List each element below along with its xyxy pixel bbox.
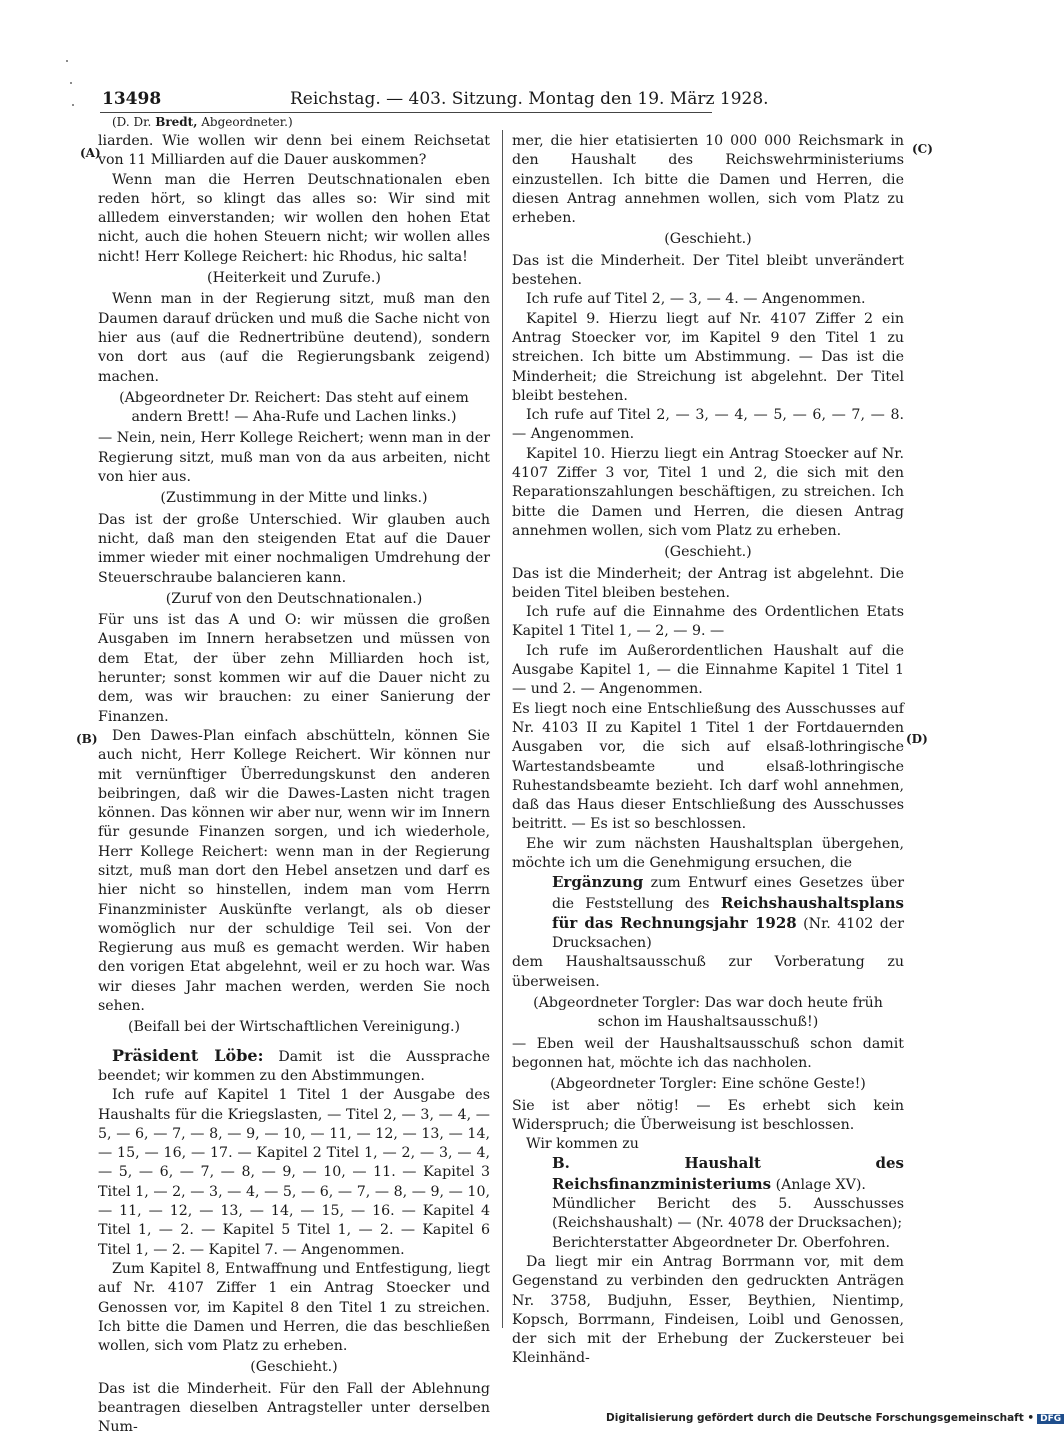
interjection: (Abgeordneter Torgler: Das war doch heute früh schon im Haushaltsausschuß!): [533, 995, 883, 1031]
speaker-name: Bredt,: [155, 115, 198, 129]
paragraph: Ich rufe auf Titel 2, — 3, — 4. — Angenommen.: [526, 291, 866, 308]
section-annex: (Anlage XV).: [775, 1176, 866, 1193]
scan-speck: [72, 104, 74, 106]
margin-mark-a: (A): [80, 146, 101, 160]
section-heading: [512, 1154, 904, 1195]
paragraph: Kapitel 9. Hierzu liegt auf Nr. 4107 Ziffer 2 ein Antrag Stoecker vor, im Kapitel 9 den Titel 1 zu streichen. Ich bitte um Abstimmung. — Das ist die Minderheit; die Streichung ist abgelehnt. Der Titel bleibt bestehen.: [512, 310, 904, 404]
margin-mark-c: (C): [912, 142, 933, 156]
scan-speck: [70, 82, 72, 84]
speaker-prefix: (D. Dr.: [112, 115, 152, 129]
report-line: Mündlicher Bericht des 5. Ausschusses (Reichshaushalt) — (Nr. 4078 der Drucksachen);: [552, 1196, 904, 1232]
paragraph: Ich rufe auf die Einnahme des Ordentlichen Etats Kapitel 1 Titel 1, — 2, — 9. —: [512, 604, 904, 640]
paragraph: Es liegt noch eine Entschließung des Ausschusses auf Nr. 4103 II zu Kapitel 1 Titel 1 der Fortdauernden Ausgaben vor, die sich auf elsaß-lothringische Wartestandsbeamte und elsaß-lothringische Ruhestandsbeamte bezieht. Ich darf wohl annehmen, daß das Haus dieser Entschließung des Ausschusses beitritt. — Es ist so beschlossen.: [512, 700, 904, 833]
paragraph: Das ist der große Unterschied. Wir glauben auch nicht, daß man den steigenden Etat auf die Dauer immer wieder mit einer nochmaligen Umdrehung der Steuerschraube balancieren kann.: [98, 511, 490, 586]
interjection: (Abgeordneter Torgler: Eine schöne Geste!): [550, 1076, 866, 1093]
paragraph: Wenn man in der Regierung sitzt, muß man den Daumen darauf drücken und muß die Sache nicht von hier aus (auf die Rednertribüne deutend), sondern von dort aus (auf die Regierungsbank zeigend) machen.: [98, 291, 490, 385]
paragraph: Wenn man die Herren Deutschnationalen eben reden hört, so klingt das alles so: Wir sind mit allledem einverstanden; wir wollen den hohen Etat nicht, auch die hohen Steuern nicht; wir wollen alles nicht! Herr Kollege Reichert: hic Rhodus, hic salta!: [98, 171, 490, 265]
paragraph: Zum Kapitel 8, Entwaffnung und Entfestigung, liegt auf Nr. 4107 Ziffer 1 ein Antrag Stoecker und Genossen vor, im Kapitel 8 den Titel 1 zu streichen. Ich bitte die Damen und Herren, die das beschließen wollen, sich vom Platz zu erheben.: [98, 1260, 490, 1355]
paragraph: Das ist die Minderheit. Für den Fall der Ablehnung beantragen dieselben Antragsteller unter derselben Num-: [98, 1380, 490, 1436]
paragraph: Für uns ist das A und O: wir müssen die großen Ausgaben im Innern herabsetzen und müssen von dem Etat, der über zehn Milliarden hoch ist, herunter; sonst kommen wir auf die Dauer nicht zu dem, was wir brauchen: zu einer Sanierung der Finanzen.: [98, 612, 490, 725]
speaker-role: Abgeordneter.): [201, 115, 293, 129]
paragraph: Ehe wir zum nächsten Haushaltsplan übergehen, möchte ich um die Genehmigung ersuchen, die: [512, 835, 904, 871]
rapporteur-line: Berichterstatter Abgeordneter Dr. Oberfohren.: [552, 1234, 891, 1251]
president-text: Damit ist die Aussprache beendet; wir kommen zu den Abstimmungen.: [98, 1048, 490, 1084]
paragraph: Kapitel 10. Hierzu liegt ein Antrag Stoecker auf Nr. 4107 Ziffer 3 vor, Titel 1 und 2, die sich mit den Reparationszahlungen beschäftigen, zu streichen. Ich bitte die Damen und Herren, die diesen Antrag annehmen wollen, sich vom Platz zu erheben.: [512, 445, 904, 539]
right-column: [512, 132, 904, 1369]
paragraph: Sie ist aber nötig! — Es erhebt sich kein Widerspruch; die Überweisung ist beschlossen.: [512, 1097, 904, 1133]
interjection: (Geschieht.): [664, 544, 752, 561]
paragraph: Ich rufe im Außerordentlichen Haushalt auf die Ausgabe Kapitel 1, — die Einnahme Kapitel 1 Titel 1 — und 2. — Angenommen.: [512, 642, 904, 698]
paragraph: Wir kommen zu: [526, 1136, 639, 1153]
supplement-text-2: (Nr. 4102 der Drucksachen): [552, 915, 904, 952]
column-divider: [502, 130, 503, 1328]
paragraph: liarden. Wie wollen wir denn bei einem Reichsetat von 11 Milliarden auf die Dauer auskommen?: [98, 133, 490, 169]
margin-mark-d: (D): [906, 732, 928, 746]
interjection: (Zustimmung in der Mitte und links.): [160, 490, 428, 507]
interjection: (Geschieht.): [664, 231, 752, 248]
dfg-logo: DFG: [1037, 1414, 1064, 1424]
running-title: Reichstag. — 403. Sitzung. Montag den 19. März 1928.: [290, 89, 769, 109]
margin-mark-b: (B): [76, 732, 98, 746]
paragraph: Da liegt mir ein Antrag Borrmann vor, mit dem Gegenstand zu verbinden den gedruckten Anträgen Nr. 3758, Budjuhn, Esser, Beythien, Nientimp, Kopsch, Borrmann, Findeisen, Loibl und Genossen, der sich mit der Erhebung der Zuckersteuer bei Kleinhänd-: [512, 1253, 904, 1367]
speaker-tag: [112, 114, 293, 130]
digitization-footer: [606, 1412, 1064, 1424]
paragraph: — Nein, nein, Herr Kollege Reichert; wenn man in der Regierung sitzt, muß man von da aus arbeiten, nicht von hier aus.: [98, 430, 490, 486]
header-rule: [100, 112, 712, 113]
page-header: [102, 88, 769, 110]
president-statement: [98, 1046, 490, 1087]
paragraph: Ich rufe auf Titel 2, — 3, — 4, — 5, — 6, — 7, — 8. — Angenommen.: [512, 407, 904, 443]
paragraph: Das ist die Minderheit; der Antrag ist abgelehnt. Die beiden Titel bleiben bestehen.: [512, 565, 904, 601]
interjection: (Beifall bei der Wirtschaftlichen Vereinigung.): [127, 1019, 461, 1036]
president-label: Präsident Löbe:: [112, 1045, 264, 1065]
paragraph: — Eben weil der Haushaltsausschuß schon damit begonnen hat, möchte ich das nachholen.: [512, 1035, 904, 1071]
supplement-bold-2: Reichshaushaltsplans für das Rechnungsjahr 1928: [552, 893, 904, 932]
paragraph: Den Dawes-Plan einfach abschütteln, können Sie auch nicht, Herr Kollege Reichert. Wir können nur mit vernünftiger Überredungskunst den anderen beibringen, daß wir die Dawes-Lasten nicht tragen können. Das können wir aber nur, wenn wir im Innern für gesunde Finanzen sorgen, und ich wiederhole, Herr Kollege Reichert: wenn man in der Regierung sitzt, muß man dort den Hebel ansetzen und darf es hier nicht so hinstellen, indem man vom Herrn Finanzminister Auskünfte verlangt, als ob dieser womöglich nur der schuldige Teil sei. Von der Regierung aus muß es gemacht werden. Wir haben den vorigen Etat abgelehnt, weil er zu hoch war. Was wir dieses Jahr machen werden, werden Sie noch sehen.: [98, 727, 490, 1015]
paragraph: dem Haushaltsausschuß zur Vorberatung zu überweisen.: [512, 954, 904, 990]
supplement-text-1: zum Entwurf eines Gesetzes über die Feststellung des: [552, 875, 904, 912]
supplement-block: [512, 873, 904, 953]
supplement-bold-1: Ergänzung: [552, 873, 644, 892]
paragraph: Das ist die Minderheit. Der Titel bleibt unverändert bestehen.: [512, 252, 904, 289]
interjection: (Heiterkeit und Zurufe.): [207, 270, 381, 287]
footer-text: Digitalisierung gefördert durch die Deutsche Forschungsgemeinschaft •: [606, 1412, 1035, 1424]
scan-speck: [66, 60, 68, 62]
interjection: (Abgeordneter Dr. Reichert: Das steht auf einem andern Brett! — Aha-Rufe und Lachen links.): [119, 389, 469, 426]
section-title: B. Haushalt des Reichsfinanzministeriums: [552, 1154, 904, 1193]
interjection: (Zuruf von den Deutschnationalen.): [165, 590, 423, 607]
left-column: [98, 132, 490, 1438]
paragraph: Ich rufe auf Kapitel 1 Titel 1 der Ausgabe des Haushalts für die Kriegslasten, — Titel 2, — 3, — 4, — 5, — 6, — 7, — 8, — 9, — 10, — 11, — 12, — 13, — 14, — 15, — 16, — 17. — Kapitel 2 Titel 1, — 2, — 3, — 4, — 5, — 6, — 7, — 8, — 9, — 10, — 11. — Kapitel 3 Titel 1, — 2, — 3, — 4, — 5, — 6, — 7, — 8, — 9, — 10, — 11, — 12, — 13, — 14, — 15, — 16. — Kapitel 4 Titel 1, — 2. — Kapitel 5 Titel 1, — 2. — Kapitel 6 Titel 1, — 2. — Kapitel 7. — Angenommen.: [98, 1087, 490, 1258]
page-number: 13498: [102, 89, 162, 109]
paragraph: mer, die hier etatisierten 10 000 000 Reichsmark in den Haushalt des Reichswehrministeriums einzustellen. Ich bitte die Damen und Herren, die diesen Antrag annehmen wollen, sich vom Platz zu erheben.: [512, 133, 904, 227]
interjection: (Geschieht.): [250, 1359, 338, 1376]
